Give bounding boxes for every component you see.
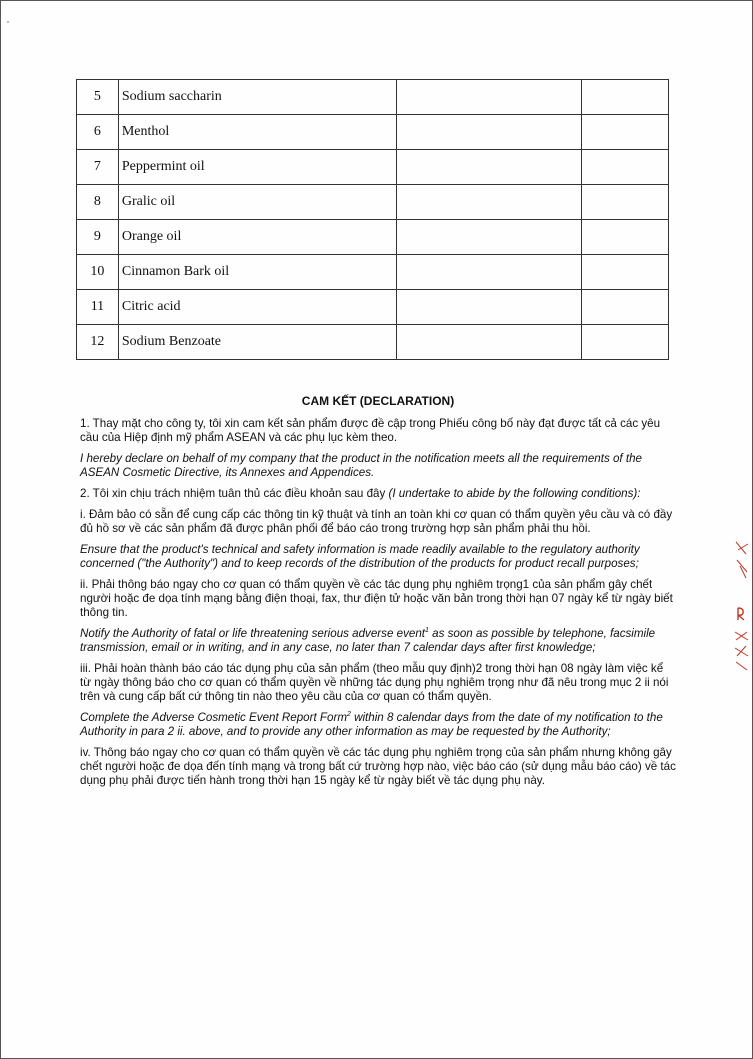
empty-cell — [582, 150, 669, 185]
table-row — [77, 325, 669, 360]
row-number: 10 — [77, 255, 119, 290]
ingredient-name: Gralic oil — [118, 185, 396, 220]
table-row — [77, 220, 669, 255]
table-row — [77, 150, 669, 185]
empty-cell — [582, 325, 669, 360]
table-row — [77, 255, 669, 290]
empty-cell — [396, 115, 582, 150]
empty-cell — [582, 220, 669, 255]
table-row — [77, 185, 669, 220]
ingredient-name: Sodium saccharin — [118, 80, 396, 115]
declaration-title: CAM KẾT (DECLARATION) — [301, 394, 455, 408]
ingredient-name: Menthol — [118, 115, 396, 150]
ingredient-name: Sodium Benzoate — [118, 325, 396, 360]
table-row — [77, 80, 669, 115]
row-number: 11 — [77, 290, 119, 325]
scan-speck — [7, 21, 9, 23]
clause-ii-vietnamese: ii. Phải thông báo ngay cho cơ quan có thẩm quyền về các tác dụng phụ nghiêm trọng1 của sản phẩm gây chết người hoặc đe dọa tính mạng bằng điện thoại, fax, thư điện tử hoặc văn bản trong thời hạn 07 ngày kể từ ngày biết thông tin. — [80, 578, 673, 619]
table-row — [77, 115, 669, 150]
clause-2-english: (I undertake to abide by the following conditions): — [388, 487, 641, 500]
row-number: 8 — [77, 185, 119, 220]
ingredients-table — [76, 79, 669, 360]
clause-i-vietnamese: i. Đảm bảo có sẵn để cung cấp các thông tin kỹ thuật và tính an toàn khi cơ quan có thẩm quyền yêu cầu và có đầy đủ hồ sơ về các sản phẩm đã được phân phối để báo cáo trong trường hợp sản phẩm phải thu hồi. — [80, 508, 673, 535]
empty-cell — [396, 290, 582, 325]
footnote-ref-1: 1 — [425, 627, 429, 635]
clause-iv-vietnamese: iv. Thông báo ngay cho cơ quan có thẩm quyền về các tác dụng phụ nghiêm trọng của sản phẩm nhưng không gây chết người hoặc đe dọa đến tính mạng và trong bất cứ trường hợp nào, việc báo cáo (sử dụng mẫu báo cáo) về tác dụng phụ phải được tiến hành trong thời hạn 15 ngày kể từ ngày biết về tác dụng phụ này. — [80, 746, 676, 787]
clause-iii-english-text: Complete the Adverse Cosmetic Event Report Form — [80, 711, 347, 724]
empty-cell — [396, 80, 582, 115]
clause-2-intro — [80, 487, 676, 501]
stamp-initials-marks — [732, 536, 752, 696]
empty-cell — [396, 150, 582, 185]
empty-cell — [582, 290, 669, 325]
footnote-ref-2: 2 — [346, 711, 351, 719]
clause-iii-vietnamese: iii. Phải hoàn thành báo cáo tác dụng phụ của sản phẩm (theo mẫu quy định)2 trong thời hạn 08 ngày làm việc kể từ ngày thông báo cho cơ quan có thẩm quyền về những tác dụng phụ nghiêm trọng như đã nêu trong mục 2 ii nói trên và cung cấp bất cứ thông tin nào theo yêu cầu của cơ quan có thẩm quyền. — [80, 662, 669, 703]
clause-i-english: Ensure that the product's technical and safety information is made readily available to the regulatory authority concerned ("the Authority") and to keep records of the distribution of the products for product recall purposes; — [80, 543, 640, 570]
table-row — [77, 290, 669, 325]
ingredients-table-body — [77, 80, 669, 360]
clause-ii-english-text: Notify the Authority of fatal or life threatening serious adverse event — [80, 627, 425, 640]
row-number: 6 — [77, 115, 119, 150]
clause-iii-english — [80, 711, 676, 739]
row-number: 5 — [77, 80, 119, 115]
empty-cell — [396, 220, 582, 255]
ingredient-name: Peppermint oil — [118, 150, 396, 185]
row-number: 12 — [77, 325, 119, 360]
clause-2-vietnamese: 2. Tôi xin chịu trách nhiệm tuân thủ các điều khoản sau đây — [80, 487, 389, 500]
declaration-section — [80, 394, 676, 795]
row-number: 9 — [77, 220, 119, 255]
clause-ii-english-text-cont: as soon as possible by telephone, facsimile transmission, email or in writing, and in any case, no later than 7 calendar days after first knowledge; — [80, 627, 656, 654]
empty-cell — [582, 185, 669, 220]
empty-cell — [582, 115, 669, 150]
clause-1-english: I hereby declare on behalf of my company that the product in the notification meets all the requirements of the ASEAN Cosmetic Directive, its Annexes and Appendices. — [80, 452, 642, 479]
empty-cell — [396, 255, 582, 290]
ingredient-name: Cinnamon Bark oil — [118, 255, 396, 290]
empty-cell — [582, 255, 669, 290]
clause-1-vietnamese: 1. Thay mặt cho công ty, tôi xin cam kết sản phẩm được đề cập trong Phiếu công bố này đạt được tất cả các yêu cầu của Hiệp định mỹ phẩm ASEAN và các phụ lục kèm theo. — [80, 417, 661, 444]
row-number: 7 — [77, 150, 119, 185]
ingredient-name: Orange oil — [118, 220, 396, 255]
empty-cell — [396, 325, 582, 360]
clause-iii-english-text-cont: within 8 calendar days from the date of my notification to the Authority in para 2 ii. above, and to provide any other information as may be requested by the Authority; — [80, 711, 663, 738]
empty-cell — [582, 80, 669, 115]
clause-ii-english — [80, 627, 676, 655]
empty-cell — [396, 185, 582, 220]
ingredient-name: Citric acid — [118, 290, 396, 325]
